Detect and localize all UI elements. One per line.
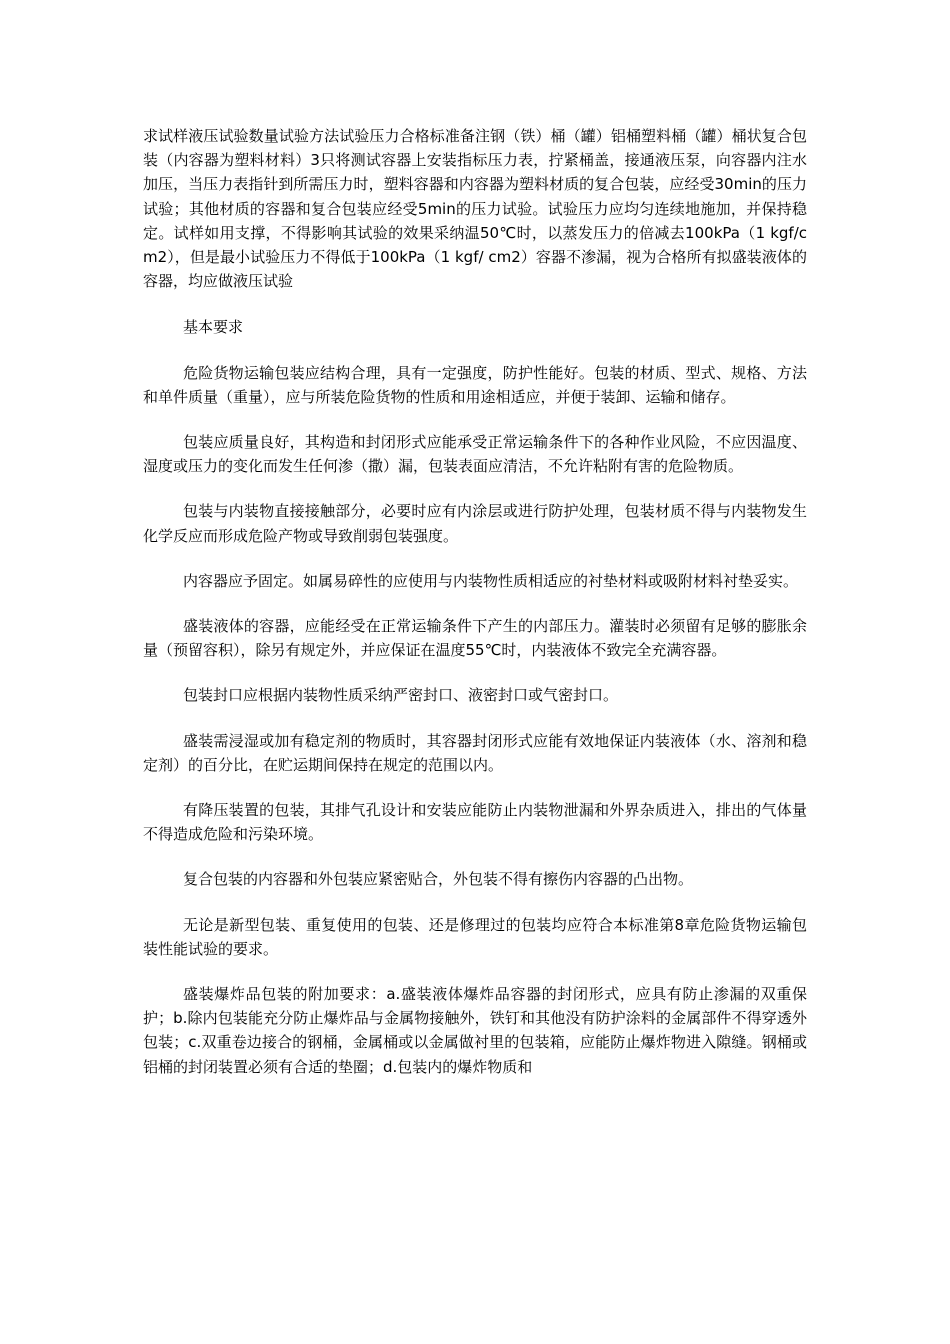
paragraph-liquid-container: 盛装液体的容器，应能经受在正常运输条件下产生的内部压力。灌装时必须留有足够的膨胀余量（预留容积），除另有规定外，并应保证在温度55℃时，内装液体不致完全充满容器。 bbox=[143, 617, 807, 660]
intro-paragraph: 求试样液压试验数量试验方法试验压力合格标准备注钢（铁）桶（罐）铝桶塑料桶（罐）桶状复合包装（内容器为塑料材料）3只将测试容器上安装指标压力表，拧紧桶盖，接通液压泵，向容器内注水加压，当压力表指针到所需压力时，塑料容器和内容器为塑料材质的复合包装，应经受30min的压力试验；其他材质的容器和复合包装应经受5min的压力试验。试验压力应均匀连续地施加，并保持稳定。试样如用支撑，不得影响其试验的效果采纳温50℃时，以蒸发压力的倍减去100kPa（1 kgf/cm2），但是最小试验压力不得低于100kPa（1 kgf/ cm2）容器不渗漏，视为合格所有拟盛装液体的容器，均应做液压试验 bbox=[143, 127, 807, 291]
paragraph-sealing: 包装封口应根据内装物性质采纳严密封口、液密封口或气密封口。 bbox=[183, 686, 619, 705]
document-body bbox=[143, 124, 807, 1100]
paragraph-inner-container: 内容器应予固定。如属易碎性的应使用与内装物性质相适应的衬垫材料或吸附材料衬垫妥实。 bbox=[183, 571, 799, 590]
paragraph-quality: 包装应质量良好，其构造和封闭形式应能承受正常运输条件下的各种作业风险，不应因温度、湿度或压力的变化而发生任何渗（撒）漏，包装表面应清洁，不允许粘附有害的危险物质。 bbox=[143, 433, 807, 476]
paragraph-pressure-relief: 有降压装置的包装，其排气孔设计和安装应能防止内装物泄漏和外界杂质进入，排出的气体量不得造成危险和污染环境。 bbox=[143, 801, 807, 844]
paragraph-stabilizer: 盛装需浸湿或加有稳定剂的物质时，其容器封闭形式应能有效地保证内装液体（水、溶剂和稳定剂）的百分比，在贮运期间保持在规定的范围以内。 bbox=[143, 731, 807, 774]
paragraph-performance-test: 无论是新型包装、重复使用的包装、还是修理过的包装均应符合本标准第8章危险货物运输包装性能试验的要求。 bbox=[143, 915, 807, 958]
section-heading: 基本要求 bbox=[183, 318, 244, 337]
paragraph-composite-packaging: 复合包装的内容器和外包装应紧密贴合，外包装不得有擦伤内容器的凸出物。 bbox=[183, 870, 694, 889]
paragraph-explosives: 盛装爆炸品包装的附加要求：a.盛装液体爆炸品容器的封闭形式，应具有防止渗漏的双重保护；b.除内包装能充分防止爆炸品与金属物接触外，铁钉和其他没有防护涂料的金属部件不得穿透外包装；c.双重卷边接合的钢桶，金属桶或以金属做衬里的包装箱，应能防止爆炸物进入隙缝。钢桶或铝桶的封闭装置必须有合适的垫圈；d.包装内的爆炸物质和 bbox=[143, 985, 807, 1076]
paragraph-structure: 危险货物运输包装应结构合理，具有一定强度，防护性能好。包装的材质、型式、规格、方法和单件质量（重量），应与所装危险货物的性质和用途相适应，并便于装卸、运输和储存。 bbox=[143, 363, 807, 406]
paragraph-contact-parts: 包装与内装物直接接触部分，必要时应有内涂层或进行防护处理，包装材质不得与内装物发生化学反应而形成危险产物或导致削弱包装强度。 bbox=[143, 502, 807, 545]
